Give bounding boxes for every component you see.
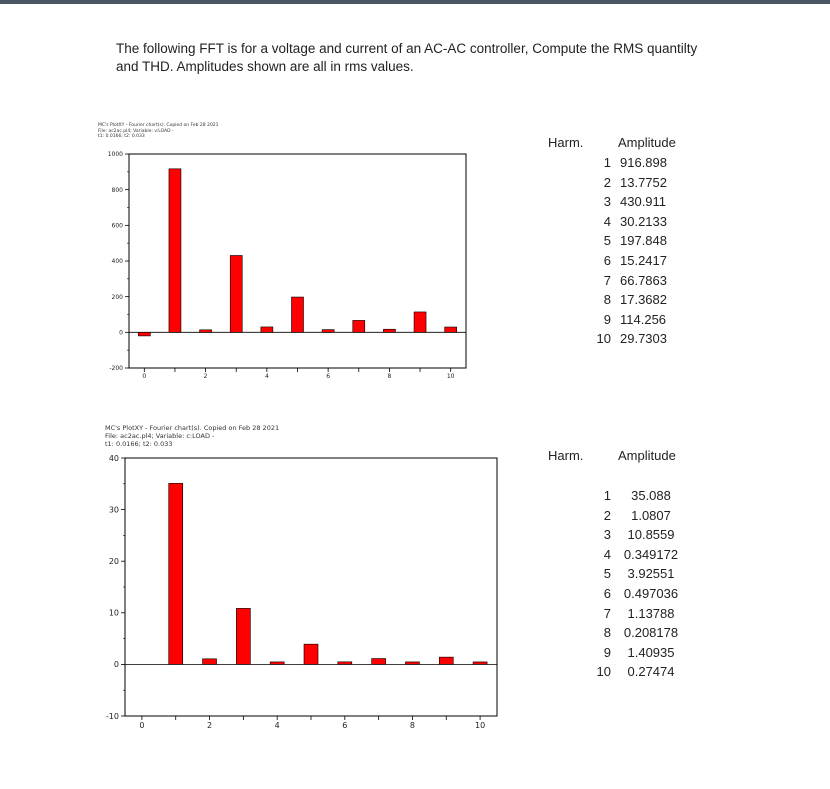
current-header-line-1: MC's PlotXY - Fourier chart(s). Copied on Feb 28 2021: [105, 424, 280, 432]
voltage-header-line-1: MC's PlotXY - Fourier chart(s). Copied on Feb 28 2021: [98, 123, 219, 128]
harmonic-amplitude: 29.7303: [620, 331, 667, 347]
harmonic-number: 4: [603, 213, 611, 229]
current-bar-h5: [304, 644, 318, 664]
current-y-tick-label: 40: [108, 453, 119, 463]
harm-column-header: Harm.: [548, 448, 584, 463]
voltage-x-tick-label: 4: [264, 373, 269, 380]
current-header-line-2: File: ac2ac.pl4; Variable: c:LOAD -: [105, 432, 215, 441]
current-x-tick-label: 4: [274, 721, 280, 730]
voltage-y-tick-label: 1000: [107, 151, 123, 159]
current-y-tick-label: 10: [108, 608, 119, 618]
harmonic-number: 3: [603, 527, 611, 543]
current-x-tick-label: 0: [139, 721, 145, 730]
harmonic-number: 3: [603, 194, 611, 210]
current-x-tick-label: 6: [342, 721, 348, 730]
current-y-tick-label: 30: [108, 505, 119, 515]
harmonic-amplitude: 15.2417: [620, 252, 667, 268]
harmonic-number: 6: [603, 585, 611, 601]
harmonic-amplitude: 114.256: [620, 311, 667, 327]
harmonic-number: 7: [603, 272, 611, 288]
harm-column-header: Harm.: [548, 135, 584, 150]
question-text: The following FFT is for a voltage and current of an AC-AC controller, Compute the RMS quantilty and THD. Amplitudes shown are all in rms values.: [116, 41, 698, 74]
harmonic-amplitude: 0.497036: [623, 585, 679, 601]
voltage-x-tick-label: 6: [326, 373, 331, 380]
voltage-y-tick-label: 400: [111, 258, 123, 266]
current-bar-h6: [338, 662, 352, 665]
current-bar-h8: [405, 662, 419, 665]
harmonic-number: 10: [596, 664, 611, 680]
voltage-x-tick-label: 10: [446, 373, 455, 380]
voltage-header-line-2: File: ac2ac.pl4; Variable: v:LOAD -: [98, 128, 174, 134]
current-bar-h9: [439, 657, 453, 664]
voltage-header-line-3: t1: 0.0166; t2: 0.033: [98, 134, 145, 140]
harmonic-number: 4: [603, 546, 611, 562]
amplitude-column-header: Amplitude: [618, 135, 676, 150]
harmonic-amplitude: 66.7863: [620, 272, 667, 288]
harmonic-amplitude: 17.3682: [620, 292, 667, 308]
harmonic-number: 1: [603, 155, 611, 170]
harmonic-number: 1: [603, 488, 611, 503]
harmonic-amplitude: 1.13788: [627, 605, 675, 621]
harmonic-amplitude: 13.7752: [620, 174, 667, 190]
harmonic-number: 8: [603, 292, 611, 308]
harmonic-amplitude: 35.088: [631, 488, 671, 503]
current-y-tick-label: -10: [105, 711, 119, 721]
harmonic-amplitude: 3.92551: [627, 566, 675, 582]
current-x-tick-label: 8: [409, 721, 416, 730]
harmonic-amplitude: 30.2133: [620, 213, 667, 229]
harmonic-number: 6: [603, 252, 611, 268]
current-bar-h1: [169, 483, 183, 664]
amplitude-column-header: Amplitude: [618, 448, 676, 463]
voltage-y-tick-label: 800: [111, 186, 123, 194]
current-x-tick-label: 2: [206, 721, 213, 730]
harmonic-number: 9: [603, 644, 611, 660]
harmonic-amplitude: 916.898: [620, 155, 667, 170]
current-bar-h4: [270, 662, 284, 665]
current-y-tick-label: 0: [113, 660, 119, 670]
harmonic-number: 7: [603, 605, 611, 621]
harmonic-number: 5: [603, 566, 611, 582]
harmonic-number: 8: [603, 625, 611, 641]
harmonic-number: 2: [603, 174, 611, 190]
voltage-x-tick-label: 2: [203, 373, 208, 380]
harmonic-number: 5: [603, 233, 611, 249]
harmonic-number: 10: [596, 331, 611, 347]
current-bar-h2: [203, 659, 217, 665]
harmonic-amplitude: 1.40935: [627, 644, 675, 660]
harmonic-amplitude: 197.848: [620, 233, 667, 249]
voltage-y-tick-label: 0: [119, 329, 123, 337]
voltage-y-tick-label: 200: [111, 293, 123, 301]
harmonic-number: 9: [603, 311, 611, 327]
current-y-tick-label: 20: [108, 557, 119, 566]
harmonic-amplitude: 10.8559: [627, 527, 675, 543]
current-bar-h7: [372, 659, 386, 665]
harmonic-amplitude: 1.0807: [631, 507, 671, 523]
harmonic-amplitude: 0.208178: [623, 625, 679, 641]
current-x-tick-label: 10: [474, 721, 486, 730]
voltage-x-tick-label: 0: [142, 373, 147, 380]
current-header-line-3: t1: 0.0166; t2: 0.033: [105, 440, 173, 449]
harmonic-amplitude: 0.349172: [623, 546, 679, 562]
harmonic-amplitude: 0.27474: [627, 664, 675, 680]
harmonic-amplitude: 430.911: [620, 194, 667, 210]
current-bar-h10: [473, 662, 487, 665]
voltage-y-tick-label: 600: [111, 222, 123, 230]
harmonic-number: 2: [603, 507, 611, 523]
current-bar-h3: [236, 608, 250, 664]
voltage-x-tick-label: 8: [387, 373, 392, 380]
voltage-y-tick-label: -200: [109, 365, 123, 373]
